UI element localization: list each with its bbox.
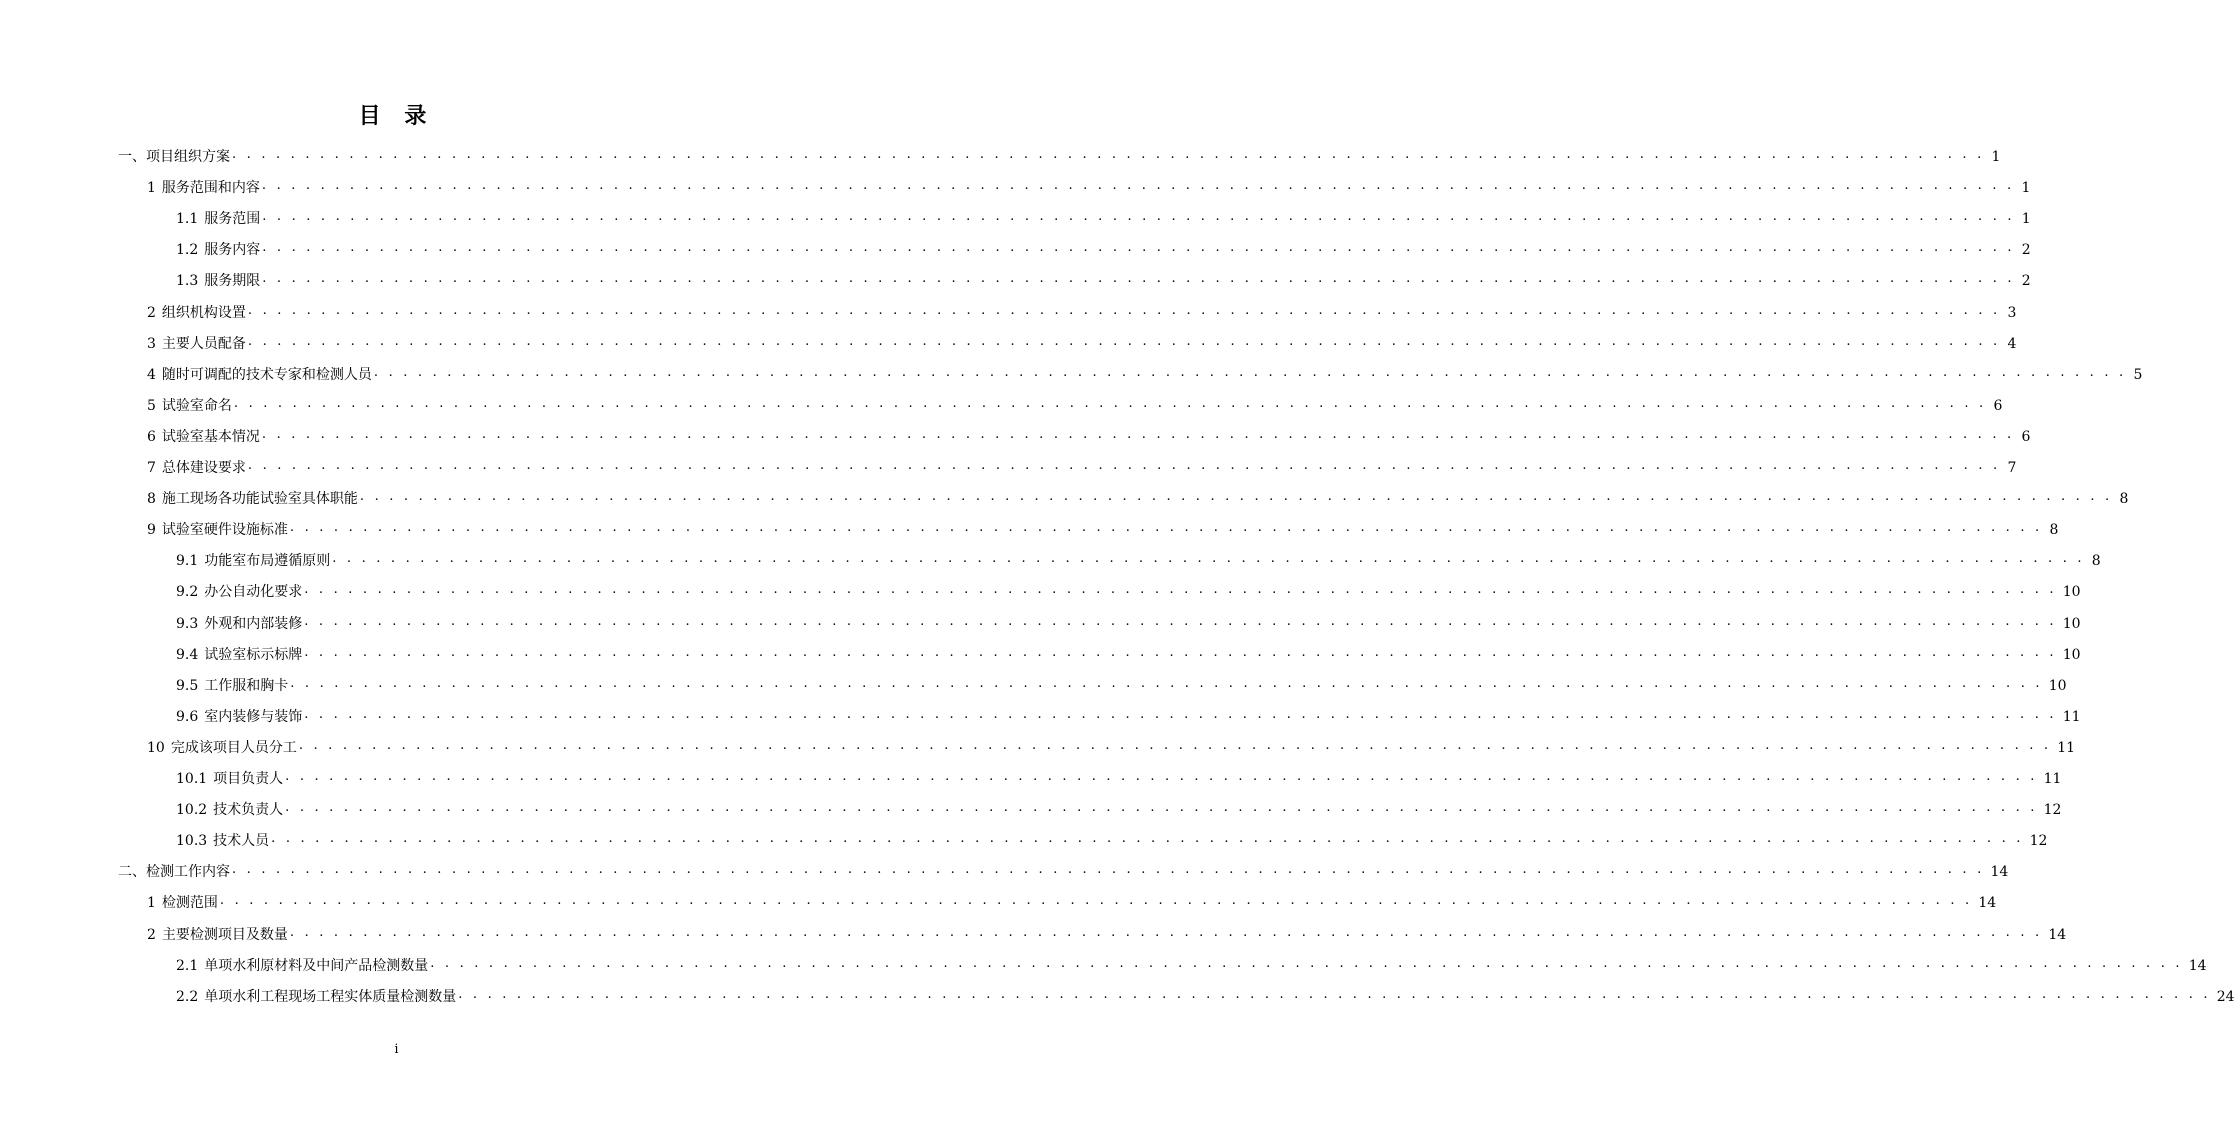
toc-entry-page: 12	[2043, 802, 2062, 819]
toc-entry-page: 10	[2062, 615, 2081, 632]
toc-entry[interactable]	[176, 703, 2081, 727]
toc-entry-page: 8	[2091, 553, 2101, 570]
toc-entry-number: 3	[147, 335, 156, 352]
toc-entry-title: 施工现场各功能试验室具体职能	[161, 491, 358, 508]
toc-dot-leader: . . . . . . . . . . . . . . . . . . . . . . . . . . . . . . . . . . . . . . . . . . . . . . . . . . . . . . . . . . . . . . . . . . . . . . . . . . . . . . . . . . . . . . . . . . . . . . . . . . . . . . . . . . . . . . . . . . . . . . . .	[373, 364, 2127, 380]
toc-dot-leader: . . . . . . . . . . . . . . . . . . . . . . . . . . . . . . . . . . . . . . . . . . . . . . . . . . . . . . . . . . . . . . . . . . . . . . . . . . . . . . . . . . . . . . . . . . . . . . . . . . . . . . . . . . . . . . . . . . . . . . . .	[247, 333, 2001, 349]
toc-entry[interactable]	[176, 952, 2207, 976]
toc-entry[interactable]	[176, 796, 2062, 820]
toc-entry-number: 1.1	[176, 211, 199, 228]
toc-entry-page: 14	[2188, 957, 2207, 974]
toc-entry[interactable]	[147, 734, 2076, 758]
page-number-footer: i	[394, 1042, 399, 1057]
toc-entry-page: 1	[2021, 211, 2031, 228]
toc-dot-leader: . . . . . . . . . . . . . . . . . . . . . . . . . . . . . . . . . . . . . . . . . . . . . . . . . . . . . . . . . . . . . . . . . . . . . . . . . . . . . . . . . . . . . . . . . . . . . . . . . . . . . . . . . . . . . . . . . . . . . . . .	[289, 520, 2043, 536]
toc-entry-title: 一、项目组织方案	[118, 149, 230, 165]
toc-entry-page: 6	[1993, 397, 2003, 414]
toc-dot-leader: . . . . . . . . . . . . . . . . . . . . . . . . . . . . . . . . . . . . . . . . . . . . . . . . . . . . . . . . . . . . . . . . . . . . . . . . . . . . . . . . . . . . . . . . . . . . . . . . . . . . . . . . . . . . . . . . . . . . . . . .	[233, 395, 1987, 411]
toc-dot-leader: . . . . . . . . . . . . . . . . . . . . . . . . . . . . . . . . . . . . . . . . . . . . . . . . . . . . . . . . . . . . . . . . . . . . . . . . . . . . . . . . . . . . . . . . . . . . . . . . . . . . . . . . . . . . . . . . . . . . . . . .	[304, 644, 2057, 660]
toc-entry-title: 服务期限	[204, 273, 261, 290]
toc-entry-title: 技术负责人	[213, 802, 284, 819]
toc-entry-page: 8	[2119, 491, 2129, 508]
toc-dot-leader: . . . . . . . . . . . . . . . . . . . . . . . . . . . . . . . . . . . . . . . . . . . . . . . . . . . . . . . . . . . . . . . . . . . . . . . . . . . . . . . . . . . . . . . . . . . . . . . . . . . . . . . . . . . . . . . . . . . . . . . .	[219, 893, 1973, 909]
toc-entry-title: 主要检测项目及数量	[161, 926, 288, 943]
toc-entry[interactable]	[147, 299, 2017, 323]
toc-entry-title: 完成该项目人员分工	[170, 739, 297, 756]
toc-entry-page: 24	[2216, 988, 2235, 1005]
toc-entry-title: 办公自动化要求	[204, 584, 303, 601]
toc-entry-title: 技术人员	[213, 833, 270, 850]
toc-entry-page: 8	[2049, 522, 2059, 539]
toc-entry-page: 3	[2007, 304, 2017, 321]
toc-entry-page: 2	[2021, 273, 2031, 290]
toc-dot-leader: . . . . . . . . . . . . . . . . . . . . . . . . . . . . . . . . . . . . . . . . . . . . . . . . . . . . . . . . . . . . . . . . . . . . . . . . . . . . . . . . . . . . . . . . . . . . . . . . . . . . . . . . . . . . . . . . . . . . . . . .	[359, 489, 2113, 505]
toc-entry-title: 功能室布局遵循原则	[204, 553, 331, 570]
toc-entry[interactable]	[176, 205, 2031, 229]
toc-entry-title: 总体建设要求	[161, 460, 246, 476]
toc-entry[interactable]	[147, 330, 2017, 354]
toc-entry[interactable]	[147, 516, 2059, 540]
toc-entry-number: 10.1	[176, 771, 208, 787]
toc-entry-number: 9.1	[176, 553, 199, 570]
toc-entry-number: 5	[147, 397, 156, 414]
toc-entry-title: 主要人员配备	[161, 335, 246, 352]
toc-entry-number: 9	[147, 522, 156, 539]
toc-entry-number: 6	[147, 428, 156, 445]
toc-entry-title: 室内装修与装饰	[204, 708, 303, 725]
toc-entry-title: 试验室命名	[161, 397, 232, 414]
toc-entry-number: 2.2	[176, 988, 199, 1005]
toc-dot-leader: . . . . . . . . . . . . . . . . . . . . . . . . . . . . . . . . . . . . . . . . . . . . . . . . . . . . . . . . . . . . . . . . . . . . . . . . . . . . . . . . . . . . . . . . . . . . . . . . . . . . . . . . . . . . . . . . . . . . . . . .	[298, 737, 2052, 753]
toc-entry-title: 项目负责人	[213, 771, 284, 787]
toc-entry-number: 4	[147, 366, 156, 383]
toc-entry-page: 1	[2021, 180, 2031, 197]
toc-entry-number: 2.1	[176, 957, 199, 974]
toc-entry-title: 服务范围	[204, 211, 261, 228]
toc-entry[interactable]	[176, 641, 2081, 665]
toc-entry-title: 试验室基本情况	[161, 428, 260, 445]
toc-entry-number: 9.5	[176, 677, 199, 694]
toc-entry-number: 10	[147, 739, 165, 756]
toc-entry-page: 11	[2057, 739, 2076, 756]
toc-entry-number: 8	[147, 491, 156, 508]
toc-entry-number: 1.2	[176, 242, 199, 259]
toc-heading: 目 录	[358, 103, 435, 129]
toc-entry-title: 组织机构设置	[161, 304, 246, 321]
toc-entry-title: 检测范围	[161, 895, 218, 912]
toc-entry[interactable]	[147, 174, 2031, 198]
toc-entry[interactable]	[176, 578, 2081, 602]
toc-entry[interactable]	[176, 267, 2031, 291]
toc-dot-leader: . . . . . . . . . . . . . . . . . . . . . . . . . . . . . . . . . . . . . . . . . . . . . . . . . . . . . . . . . . . . . . . . . . . . . . . . . . . . . . . . . . . . . . . . . . . . . . . . . . . . . . . . . . . . . . . . . . . . . . . .	[262, 271, 2015, 287]
toc-entry[interactable]	[176, 672, 2067, 696]
toc-entry[interactable]	[118, 143, 2001, 167]
toc-entry[interactable]	[147, 921, 2067, 945]
toc-entry-title: 工作服和胸卡	[204, 677, 289, 694]
toc-entry-page: 11	[2043, 771, 2062, 787]
toc-entry-page: 12	[2029, 833, 2048, 850]
toc-entry-number: 9.4	[176, 646, 199, 663]
toc-entry[interactable]	[176, 236, 2031, 260]
toc-entry-page: 2	[2021, 242, 2031, 259]
toc-entry-title: 二、检测工作内容	[118, 864, 230, 881]
toc-dot-leader: . . . . . . . . . . . . . . . . . . . . . . . . . . . . . . . . . . . . . . . . . . . . . . . . . . . . . . . . . . . . . . . . . . . . . . . . . . . . . . . . . . . . . . . . . . . . . . . . . . . . . . . . . . . . . . . . . . . . . . . .	[430, 955, 2183, 971]
toc-entry-number: 1	[147, 180, 156, 197]
toc-dot-leader: . . . . . . . . . . . . . . . . . . . . . . . . . . . . . . . . . . . . . . . . . . . . . . . . . . . . . . . . . . . . . . . . . . . . . . . . . . . . . . . . . . . . . . . . . . . . . . . . . . . . . . . . . . . . . . . . . . . . . . . .	[247, 458, 2001, 473]
toc-entry-title: 单项水利工程现场工程实体质量检测数量	[204, 988, 457, 1005]
toc-entry[interactable]	[176, 610, 2081, 634]
toc-entry-page: 10	[2048, 677, 2067, 694]
toc-entry-title: 服务内容	[204, 242, 261, 259]
toc-dot-leader: . . . . . . . . . . . . . . . . . . . . . . . . . . . . . . . . . . . . . . . . . . . . . . . . . . . . . . . . . . . . . . . . . . . . . . . . . . . . . . . . . . . . . . . . . . . . . . . . . . . . . . . . . . . . . . . . . . . . . . . .	[304, 582, 2057, 598]
toc-entry[interactable]	[147, 485, 2129, 509]
toc-entry-title: 随时可调配的技术专家和检测人员	[161, 366, 372, 383]
toc-dot-leader: . . . . . . . . . . . . . . . . . . . . . . . . . . . . . . . . . . . . . . . . . . . . . . . . . . . . . . . . . . . . . . . . . . . . . . . . . . . . . . . . . . . . . . . . . . . . . . . . . . . . . . . . . . . . . . . . . . . . . . . .	[304, 706, 2057, 722]
toc-entry[interactable]	[147, 423, 2031, 447]
toc-entry[interactable]	[147, 889, 1997, 913]
toc-dot-leader: . . . . . . . . . . . . . . . . . . . . . . . . . . . . . . . . . . . . . . . . . . . . . . . . . . . . . . . . . . . . . . . . . . . . . . . . . . . . . . . . . . . . . . . . . . . . . . . . . . . . . . . . . . . . . . . . . . . . . . . .	[304, 613, 2057, 629]
toc-entry-page: 11	[2062, 708, 2081, 725]
toc-entry-page: 10	[2062, 646, 2081, 663]
toc-entry[interactable]	[118, 858, 2009, 882]
toc-dot-leader: . . . . . . . . . . . . . . . . . . . . . . . . . . . . . . . . . . . . . . . . . . . . . . . . . . . . . . . . . . . . . . . . . . . . . . . . . . . . . . . . . . . . . . . . . . . . . . . . . . . . . . . . . . . . . . . . . . . . . . . .	[271, 831, 2024, 847]
toc-entry[interactable]	[176, 547, 2101, 571]
toc-dot-leader: . . . . . . . . . . . . . . . . . . . . . . . . . . . . . . . . . . . . . . . . . . . . . . . . . . . . . . . . . . . . . . . . . . . . . . . . . . . . . . . . . . . . . . . . . . . . . . . . . . . . . . . . . . . . . . . . . . . . . . . .	[261, 426, 2015, 442]
toc-entry-number: 9.2	[176, 584, 199, 601]
toc-dot-leader: . . . . . . . . . . . . . . . . . . . . . . . . . . . . . . . . . . . . . . . . . . . . . . . . . . . . . . . . . . . . . . . . . . . . . . . . . . . . . . . . . . . . . . . . . . . . . . . . . . . . . . . . . . . . . . . . . . . . . . . .	[290, 675, 2043, 691]
toc-dot-leader: . . . . . . . . . . . . . . . . . . . . . . . . . . . . . . . . . . . . . . . . . . . . . . . . . . . . . . . . . . . . . . . . . . . . . . . . . . . . . . . . . . . . . . . . . . . . . . . . . . . . . . . . . . . . . . . . . . . . . . . .	[261, 178, 2015, 194]
toc-entry-number: 10.3	[176, 833, 208, 850]
toc-entry-number: 10.2	[176, 802, 208, 819]
toc-dot-leader: . . . . . . . . . . . . . . . . . . . . . . . . . . . . . . . . . . . . . . . . . . . . . . . . . . . . . . . . . . . . . . . . . . . . . . . . . . . . . . . . . . . . . . . . . . . . . . . . . . . . . . . . . . . . . . . . . . . . . . . .	[247, 302, 2001, 318]
toc-entry-title: 试验室硬件设施标准	[161, 522, 288, 539]
toc-dot-leader: . . . . . . . . . . . . . . . . . . . . . . . . . . . . . . . . . . . . . . . . . . . . . . . . . . . . . . . . . . . . . . . . . . . . . . . . . . . . . . . . . . . . . . . . . . . . . . . . . . . . . . . . . . . . . . . . . . . . . . . .	[232, 862, 1985, 878]
toc-dot-leader: . . . . . . . . . . . . . . . . . . . . . . . . . . . . . . . . . . . . . . . . . . . . . . . . . . . . . . . . . . . . . . . . . . . . . . . . . . . . . . . . . . . . . . . . . . . . . . . . . . . . . . . . . . . . . . . . . . . . . . . .	[262, 209, 2015, 225]
toc-entry-title: 服务范围和内容	[161, 180, 260, 197]
toc-entry[interactable]	[176, 983, 2235, 1007]
toc-entry-page: 14	[1990, 864, 2009, 881]
toc-entry[interactable]	[176, 827, 2048, 851]
toc-entry[interactable]	[147, 392, 2003, 416]
toc-entry-page: 5	[2133, 366, 2143, 383]
toc-entry[interactable]	[147, 361, 2143, 385]
toc-dot-leader: . . . . . . . . . . . . . . . . . . . . . . . . . . . . . . . . . . . . . . . . . . . . . . . . . . . . . . . . . . . . . . . . . . . . . . . . . . . . . . . . . . . . . . . . . . . . . . . . . . . . . . . . . . . . . . . . . . . . . . . .	[285, 769, 2038, 784]
toc-entry-page: 1	[1991, 149, 2001, 165]
toc-entry-page: 14	[2048, 926, 2067, 943]
toc-entry-page: 4	[2007, 335, 2017, 352]
toc-entry-page: 7	[2007, 460, 2017, 476]
toc-entry-number: 2	[147, 304, 156, 321]
toc-entry-number: 1	[147, 895, 156, 912]
toc-dot-leader: . . . . . . . . . . . . . . . . . . . . . . . . . . . . . . . . . . . . . . . . . . . . . . . . . . . . . . . . . . . . . . . . . . . . . . . . . . . . . . . . . . . . . . . . . . . . . . . . . . . . . . . . . . . . . . . . . . . . . . . .	[262, 240, 2015, 256]
toc-dot-leader: . . . . . . . . . . . . . . . . . . . . . . . . . . . . . . . . . . . . . . . . . . . . . . . . . . . . . . . . . . . . . . . . . . . . . . . . . . . . . . . . . . . . . . . . . . . . . . . . . . . . . . . . . . . . . . . . . . . . . . . .	[332, 551, 2085, 567]
toc-entry-page: 10	[2062, 584, 2081, 601]
toc-dot-leader: . . . . . . . . . . . . . . . . . . . . . . . . . . . . . . . . . . . . . . . . . . . . . . . . . . . . . . . . . . . . . . . . . . . . . . . . . . . . . . . . . . . . . . . . . . . . . . . . . . . . . . . . . . . . . . . . . . . . . . . .	[285, 800, 2038, 816]
toc-dot-leader: . . . . . . . . . . . . . . . . . . . . . . . . . . . . . . . . . . . . . . . . . . . . . . . . . . . . . . . . . . . . . . . . . . . . . . . . . . . . . . . . . . . . . . . . . . . . . . . . . . . . . . . . . . . . . . . . . . . . . . . .	[458, 986, 2211, 1002]
toc-entry-title: 单项水利原材料及中间产品检测数量	[204, 957, 429, 974]
toc-entry-number: 9.6	[176, 708, 199, 725]
toc-entry-title: 外观和内部装修	[204, 615, 303, 632]
toc-entry-title: 试验室标示标牌	[204, 646, 303, 663]
toc-entry-number: 1.3	[176, 273, 199, 290]
toc-dot-leader: . . . . . . . . . . . . . . . . . . . . . . . . . . . . . . . . . . . . . . . . . . . . . . . . . . . . . . . . . . . . . . . . . . . . . . . . . . . . . . . . . . . . . . . . . . . . . . . . . . . . . . . . . . . . . . . . . . . . . . . .	[289, 924, 2043, 940]
toc-entry-number: 9.3	[176, 615, 199, 632]
toc-dot-leader: . . . . . . . . . . . . . . . . . . . . . . . . . . . . . . . . . . . . . . . . . . . . . . . . . . . . . . . . . . . . . . . . . . . . . . . . . . . . . . . . . . . . . . . . . . . . . . . . . . . . . . . . . . . . . . . . . . . . . . . .	[232, 147, 1985, 162]
toc-entry-page: 14	[1978, 895, 1997, 912]
toc-entry[interactable]	[176, 765, 2062, 789]
toc-entry-number: 2	[147, 926, 156, 943]
toc-entry-number: 7	[147, 460, 156, 476]
toc-entry[interactable]	[147, 454, 2017, 478]
toc-entry-page: 6	[2021, 428, 2031, 445]
